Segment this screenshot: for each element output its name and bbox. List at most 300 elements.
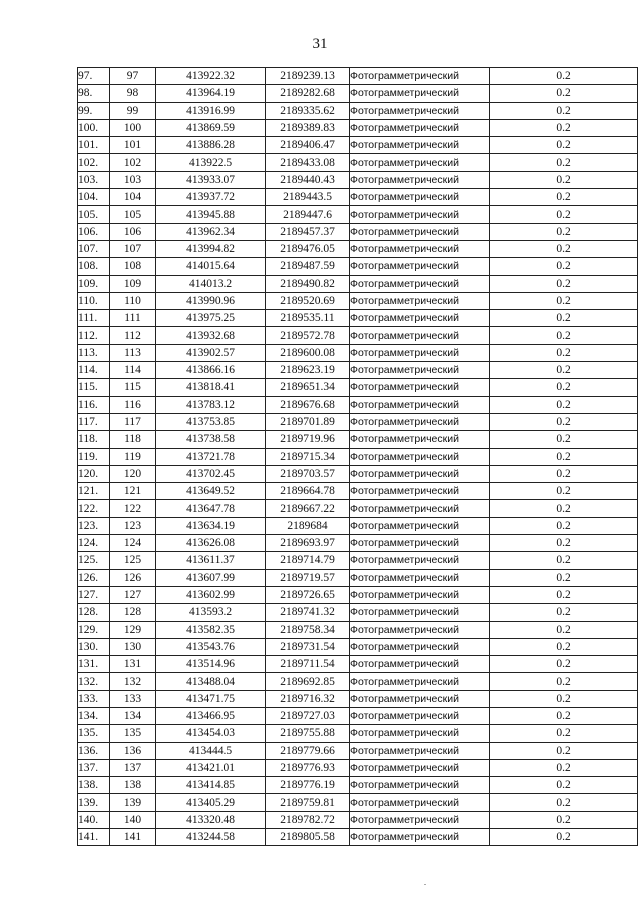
table-row (78, 517, 638, 534)
method-cell: Фотограмметрический (350, 292, 490, 309)
accuracy-cell: 0.2 (490, 811, 638, 828)
table-row (78, 240, 638, 257)
row-index-cell: 110. (78, 292, 110, 309)
row-index-cell: 118. (78, 431, 110, 448)
coord-y-cell: 2189776.93 (266, 759, 350, 776)
coord-y-cell: 2189406.47 (266, 137, 350, 154)
coord-y-cell: 2189731.54 (266, 638, 350, 655)
point-number-cell: 134 (110, 707, 156, 724)
table-row (78, 171, 638, 188)
coord-x-cell: 413753.85 (156, 413, 266, 430)
coord-y-cell: 2189667.22 (266, 500, 350, 517)
table-row (78, 258, 638, 275)
row-index-cell: 123. (78, 517, 110, 534)
coord-x-cell: 413444.5 (156, 742, 266, 759)
table-row (78, 223, 638, 240)
method-cell: Фотограмметрический (350, 327, 490, 344)
method-cell: Фотограмметрический (350, 586, 490, 603)
coord-y-cell: 2189701.89 (266, 413, 350, 430)
row-index-cell: 125. (78, 552, 110, 569)
accuracy-cell: 0.2 (490, 777, 638, 794)
accuracy-cell: 0.2 (490, 483, 638, 500)
coord-x-cell: 413320.48 (156, 811, 266, 828)
coord-x-cell: 413607.99 (156, 569, 266, 586)
method-cell: Фотограмметрический (350, 119, 490, 136)
table-row (78, 292, 638, 309)
table-row (78, 500, 638, 517)
coord-x-cell: 413866.16 (156, 362, 266, 379)
table-row (78, 448, 638, 465)
coord-x-cell: 413783.12 (156, 396, 266, 413)
coord-y-cell: 2189719.57 (266, 569, 350, 586)
coord-y-cell: 2189572.78 (266, 327, 350, 344)
accuracy-cell: 0.2 (490, 465, 638, 482)
row-index-cell: 115. (78, 379, 110, 396)
row-index-cell: 97. (78, 68, 110, 85)
point-number-cell: 98 (110, 85, 156, 102)
method-cell: Фотограмметрический (350, 707, 490, 724)
method-cell: Фотограмметрический (350, 483, 490, 500)
coord-y-cell: 2189758.34 (266, 621, 350, 638)
method-cell: Фотограмметрический (350, 811, 490, 828)
row-index-cell: 108. (78, 258, 110, 275)
scan-mark (424, 884, 426, 885)
row-index-cell: 133. (78, 690, 110, 707)
coord-y-cell: 2189623.19 (266, 362, 350, 379)
method-cell: Фотограмметрический (350, 189, 490, 206)
point-number-cell: 105 (110, 206, 156, 223)
row-index-cell: 137. (78, 759, 110, 776)
table-row (78, 656, 638, 673)
coord-x-cell: 413916.99 (156, 102, 266, 119)
point-number-cell: 117 (110, 413, 156, 430)
row-index-cell: 98. (78, 85, 110, 102)
point-number-cell: 124 (110, 535, 156, 552)
accuracy-cell: 0.2 (490, 517, 638, 534)
row-index-cell: 126. (78, 569, 110, 586)
table-row (78, 777, 638, 794)
coord-y-cell: 2189715.34 (266, 448, 350, 465)
method-cell: Фотограмметрический (350, 344, 490, 361)
point-number-cell: 137 (110, 759, 156, 776)
coord-x-cell: 413471.75 (156, 690, 266, 707)
point-number-cell: 100 (110, 119, 156, 136)
row-index-cell: 105. (78, 206, 110, 223)
method-cell: Фотограмметрический (350, 448, 490, 465)
table-row (78, 189, 638, 206)
coord-x-cell: 413990.96 (156, 292, 266, 309)
point-number-cell: 121 (110, 483, 156, 500)
coord-y-cell: 2189726.65 (266, 586, 350, 603)
accuracy-cell: 0.2 (490, 137, 638, 154)
coordinates-table-body (78, 68, 638, 846)
table-row (78, 759, 638, 776)
point-number-cell: 111 (110, 310, 156, 327)
coord-x-cell: 413488.04 (156, 673, 266, 690)
table-row (78, 119, 638, 136)
accuracy-cell: 0.2 (490, 310, 638, 327)
table-row (78, 68, 638, 85)
row-index-cell: 112. (78, 327, 110, 344)
table-row (78, 431, 638, 448)
accuracy-cell: 0.2 (490, 500, 638, 517)
coord-y-cell: 2189719.96 (266, 431, 350, 448)
method-cell: Фотограмметрический (350, 379, 490, 396)
table-row (78, 552, 638, 569)
coord-y-cell: 2189716.32 (266, 690, 350, 707)
accuracy-cell: 0.2 (490, 586, 638, 603)
coord-y-cell: 2189776.19 (266, 777, 350, 794)
method-cell: Фотограмметрический (350, 275, 490, 292)
coord-x-cell: 413945.88 (156, 206, 266, 223)
method-cell: Фотограмметрический (350, 673, 490, 690)
coord-x-cell: 413647.78 (156, 500, 266, 517)
row-index-cell: 136. (78, 742, 110, 759)
method-cell: Фотограмметрический (350, 154, 490, 171)
row-index-cell: 120. (78, 465, 110, 482)
point-number-cell: 113 (110, 344, 156, 361)
coord-x-cell: 413886.28 (156, 137, 266, 154)
point-number-cell: 110 (110, 292, 156, 309)
point-number-cell: 106 (110, 223, 156, 240)
point-number-cell: 102 (110, 154, 156, 171)
coord-x-cell: 413602.99 (156, 586, 266, 603)
method-cell: Фотограмметрический (350, 102, 490, 119)
accuracy-cell: 0.2 (490, 535, 638, 552)
point-number-cell: 126 (110, 569, 156, 586)
method-cell: Фотограмметрический (350, 206, 490, 223)
row-index-cell: 103. (78, 171, 110, 188)
method-cell: Фотограмметрический (350, 240, 490, 257)
method-cell: Фотограмметрический (350, 794, 490, 811)
point-number-cell: 125 (110, 552, 156, 569)
point-number-cell: 127 (110, 586, 156, 603)
coord-y-cell: 2189692.85 (266, 673, 350, 690)
accuracy-cell: 0.2 (490, 327, 638, 344)
point-number-cell: 123 (110, 517, 156, 534)
coord-y-cell: 2189779.66 (266, 742, 350, 759)
accuracy-cell: 0.2 (490, 431, 638, 448)
method-cell: Фотограмметрический (350, 500, 490, 517)
row-index-cell: 107. (78, 240, 110, 257)
accuracy-cell: 0.2 (490, 656, 638, 673)
accuracy-cell: 0.2 (490, 189, 638, 206)
accuracy-cell: 0.2 (490, 829, 638, 846)
coord-x-cell: 413582.35 (156, 621, 266, 638)
coord-y-cell: 2189755.88 (266, 725, 350, 742)
table-row (78, 673, 638, 690)
point-number-cell: 128 (110, 604, 156, 621)
point-number-cell: 104 (110, 189, 156, 206)
coord-x-cell: 413937.72 (156, 189, 266, 206)
table-row (78, 707, 638, 724)
point-number-cell: 118 (110, 431, 156, 448)
coord-y-cell: 2189664.78 (266, 483, 350, 500)
coord-x-cell: 413975.25 (156, 310, 266, 327)
row-index-cell: 139. (78, 794, 110, 811)
method-cell: Фотограмметрический (350, 362, 490, 379)
table-row (78, 362, 638, 379)
row-index-cell: 114. (78, 362, 110, 379)
point-number-cell: 115 (110, 379, 156, 396)
coord-y-cell: 2189457.37 (266, 223, 350, 240)
accuracy-cell: 0.2 (490, 604, 638, 621)
coord-y-cell: 2189389.83 (266, 119, 350, 136)
point-number-cell: 131 (110, 656, 156, 673)
table-row (78, 604, 638, 621)
coord-x-cell: 413922.32 (156, 68, 266, 85)
method-cell: Фотограмметрический (350, 742, 490, 759)
row-index-cell: 140. (78, 811, 110, 828)
table-row (78, 742, 638, 759)
method-cell: Фотограмметрический (350, 431, 490, 448)
coord-x-cell: 413932.68 (156, 327, 266, 344)
coord-x-cell: 413421.01 (156, 759, 266, 776)
method-cell: Фотограмметрический (350, 552, 490, 569)
row-index-cell: 132. (78, 673, 110, 690)
coord-y-cell: 2189727.03 (266, 707, 350, 724)
row-index-cell: 128. (78, 604, 110, 621)
method-cell: Фотограмметрический (350, 258, 490, 275)
coord-x-cell: 413994.82 (156, 240, 266, 257)
point-number-cell: 119 (110, 448, 156, 465)
method-cell: Фотограмметрический (350, 690, 490, 707)
method-cell: Фотограмметрический (350, 621, 490, 638)
accuracy-cell: 0.2 (490, 396, 638, 413)
coord-x-cell: 413869.59 (156, 119, 266, 136)
point-number-cell: 99 (110, 102, 156, 119)
coord-y-cell: 2189703.57 (266, 465, 350, 482)
method-cell: Фотограмметрический (350, 137, 490, 154)
coord-y-cell: 2189684 (266, 517, 350, 534)
point-number-cell: 138 (110, 777, 156, 794)
method-cell: Фотограмметрический (350, 396, 490, 413)
table-row (78, 396, 638, 413)
accuracy-cell: 0.2 (490, 292, 638, 309)
coord-x-cell: 413626.08 (156, 535, 266, 552)
accuracy-cell: 0.2 (490, 240, 638, 257)
coord-y-cell: 2189476.05 (266, 240, 350, 257)
point-number-cell: 139 (110, 794, 156, 811)
table-row (78, 413, 638, 430)
row-index-cell: 121. (78, 483, 110, 500)
point-number-cell: 130 (110, 638, 156, 655)
coord-x-cell: 413405.29 (156, 794, 266, 811)
method-cell: Фотограмметрический (350, 171, 490, 188)
table-row (78, 690, 638, 707)
point-number-cell: 108 (110, 258, 156, 275)
row-index-cell: 100. (78, 119, 110, 136)
accuracy-cell: 0.2 (490, 569, 638, 586)
coord-x-cell: 413922.5 (156, 154, 266, 171)
point-number-cell: 109 (110, 275, 156, 292)
coord-y-cell: 2189440.43 (266, 171, 350, 188)
coord-x-cell: 413933.07 (156, 171, 266, 188)
accuracy-cell: 0.2 (490, 362, 638, 379)
coord-x-cell: 413611.37 (156, 552, 266, 569)
method-cell: Фотограмметрический (350, 569, 490, 586)
table-row (78, 725, 638, 742)
point-number-cell: 112 (110, 327, 156, 344)
accuracy-cell: 0.2 (490, 673, 638, 690)
point-number-cell: 97 (110, 68, 156, 85)
method-cell: Фотограмметрический (350, 517, 490, 534)
row-index-cell: 141. (78, 829, 110, 846)
table-row (78, 465, 638, 482)
accuracy-cell: 0.2 (490, 690, 638, 707)
coord-y-cell: 2189490.82 (266, 275, 350, 292)
coord-x-cell: 414015.64 (156, 258, 266, 275)
coord-x-cell: 413738.58 (156, 431, 266, 448)
point-number-cell: 140 (110, 811, 156, 828)
accuracy-cell: 0.2 (490, 275, 638, 292)
row-index-cell: 117. (78, 413, 110, 430)
accuracy-cell: 0.2 (490, 448, 638, 465)
coord-y-cell: 2189443.5 (266, 189, 350, 206)
coord-x-cell: 413649.52 (156, 483, 266, 500)
point-number-cell: 133 (110, 690, 156, 707)
point-number-cell: 136 (110, 742, 156, 759)
coord-x-cell: 413414.85 (156, 777, 266, 794)
coord-x-cell: 413962.34 (156, 223, 266, 240)
coord-y-cell: 2189714.79 (266, 552, 350, 569)
coord-x-cell: 413634.19 (156, 517, 266, 534)
accuracy-cell: 0.2 (490, 552, 638, 569)
accuracy-cell: 0.2 (490, 223, 638, 240)
method-cell: Фотограмметрический (350, 68, 490, 85)
table-row (78, 586, 638, 603)
row-index-cell: 119. (78, 448, 110, 465)
point-number-cell: 116 (110, 396, 156, 413)
accuracy-cell: 0.2 (490, 102, 638, 119)
coord-x-cell: 413902.57 (156, 344, 266, 361)
row-index-cell: 116. (78, 396, 110, 413)
row-index-cell: 113. (78, 344, 110, 361)
row-index-cell: 106. (78, 223, 110, 240)
method-cell: Фотограмметрический (350, 604, 490, 621)
coord-y-cell: 2189805.58 (266, 829, 350, 846)
accuracy-cell: 0.2 (490, 742, 638, 759)
coord-y-cell: 2189487.59 (266, 258, 350, 275)
coord-y-cell: 2189335.62 (266, 102, 350, 119)
table-row (78, 379, 638, 396)
row-index-cell: 109. (78, 275, 110, 292)
point-number-cell: 129 (110, 621, 156, 638)
method-cell: Фотограмметрический (350, 777, 490, 794)
row-index-cell: 104. (78, 189, 110, 206)
row-index-cell: 131. (78, 656, 110, 673)
table-row (78, 327, 638, 344)
table-row (78, 102, 638, 119)
method-cell: Фотограмметрический (350, 759, 490, 776)
coord-x-cell: 413543.76 (156, 638, 266, 655)
method-cell: Фотограмметрический (350, 829, 490, 846)
coord-x-cell: 413244.58 (156, 829, 266, 846)
table-row (78, 794, 638, 811)
coord-y-cell: 2189711.54 (266, 656, 350, 673)
row-index-cell: 124. (78, 535, 110, 552)
method-cell: Фотограмметрический (350, 465, 490, 482)
table-row (78, 483, 638, 500)
coord-y-cell: 2189693.97 (266, 535, 350, 552)
accuracy-cell: 0.2 (490, 206, 638, 223)
point-number-cell: 101 (110, 137, 156, 154)
coord-y-cell: 2189782.72 (266, 811, 350, 828)
row-index-cell: 130. (78, 638, 110, 655)
row-index-cell: 102. (78, 154, 110, 171)
coord-y-cell: 2189741.32 (266, 604, 350, 621)
coord-y-cell: 2189651.34 (266, 379, 350, 396)
method-cell: Фотограмметрический (350, 413, 490, 430)
accuracy-cell: 0.2 (490, 119, 638, 136)
method-cell: Фотограмметрический (350, 656, 490, 673)
accuracy-cell: 0.2 (490, 258, 638, 275)
point-number-cell: 132 (110, 673, 156, 690)
coord-x-cell: 414013.2 (156, 275, 266, 292)
accuracy-cell: 0.2 (490, 413, 638, 430)
row-index-cell: 134. (78, 707, 110, 724)
coord-x-cell: 413818.41 (156, 379, 266, 396)
coord-x-cell: 413721.78 (156, 448, 266, 465)
coord-y-cell: 2189520.69 (266, 292, 350, 309)
row-index-cell: 99. (78, 102, 110, 119)
row-index-cell: 122. (78, 500, 110, 517)
coord-x-cell: 413964.19 (156, 85, 266, 102)
table-row (78, 621, 638, 638)
coord-x-cell: 413593.2 (156, 604, 266, 621)
accuracy-cell: 0.2 (490, 344, 638, 361)
method-cell: Фотограмметрический (350, 310, 490, 327)
coord-y-cell: 2189239.13 (266, 68, 350, 85)
method-cell: Фотограмметрический (350, 725, 490, 742)
table-row (78, 310, 638, 327)
coord-y-cell: 2189535.11 (266, 310, 350, 327)
table-row (78, 638, 638, 655)
row-index-cell: 129. (78, 621, 110, 638)
row-index-cell: 135. (78, 725, 110, 742)
point-number-cell: 103 (110, 171, 156, 188)
accuracy-cell: 0.2 (490, 707, 638, 724)
accuracy-cell: 0.2 (490, 379, 638, 396)
table-row (78, 535, 638, 552)
row-index-cell: 138. (78, 777, 110, 794)
row-index-cell: 111. (78, 310, 110, 327)
accuracy-cell: 0.2 (490, 638, 638, 655)
accuracy-cell: 0.2 (490, 725, 638, 742)
table-row (78, 206, 638, 223)
method-cell: Фотограмметрический (350, 223, 490, 240)
coord-x-cell: 413454.03 (156, 725, 266, 742)
point-number-cell: 122 (110, 500, 156, 517)
coordinates-table (77, 67, 638, 846)
point-number-cell: 107 (110, 240, 156, 257)
table-row (78, 154, 638, 171)
table-row (78, 811, 638, 828)
accuracy-cell: 0.2 (490, 759, 638, 776)
coord-x-cell: 413514.96 (156, 656, 266, 673)
accuracy-cell: 0.2 (490, 621, 638, 638)
coord-y-cell: 2189600.08 (266, 344, 350, 361)
coord-x-cell: 413466.95 (156, 707, 266, 724)
point-number-cell: 114 (110, 362, 156, 379)
table-row (78, 85, 638, 102)
point-number-cell: 120 (110, 465, 156, 482)
method-cell: Фотограмметрический (350, 638, 490, 655)
table-row (78, 829, 638, 846)
coord-y-cell: 2189676.68 (266, 396, 350, 413)
table-row (78, 275, 638, 292)
row-index-cell: 101. (78, 137, 110, 154)
